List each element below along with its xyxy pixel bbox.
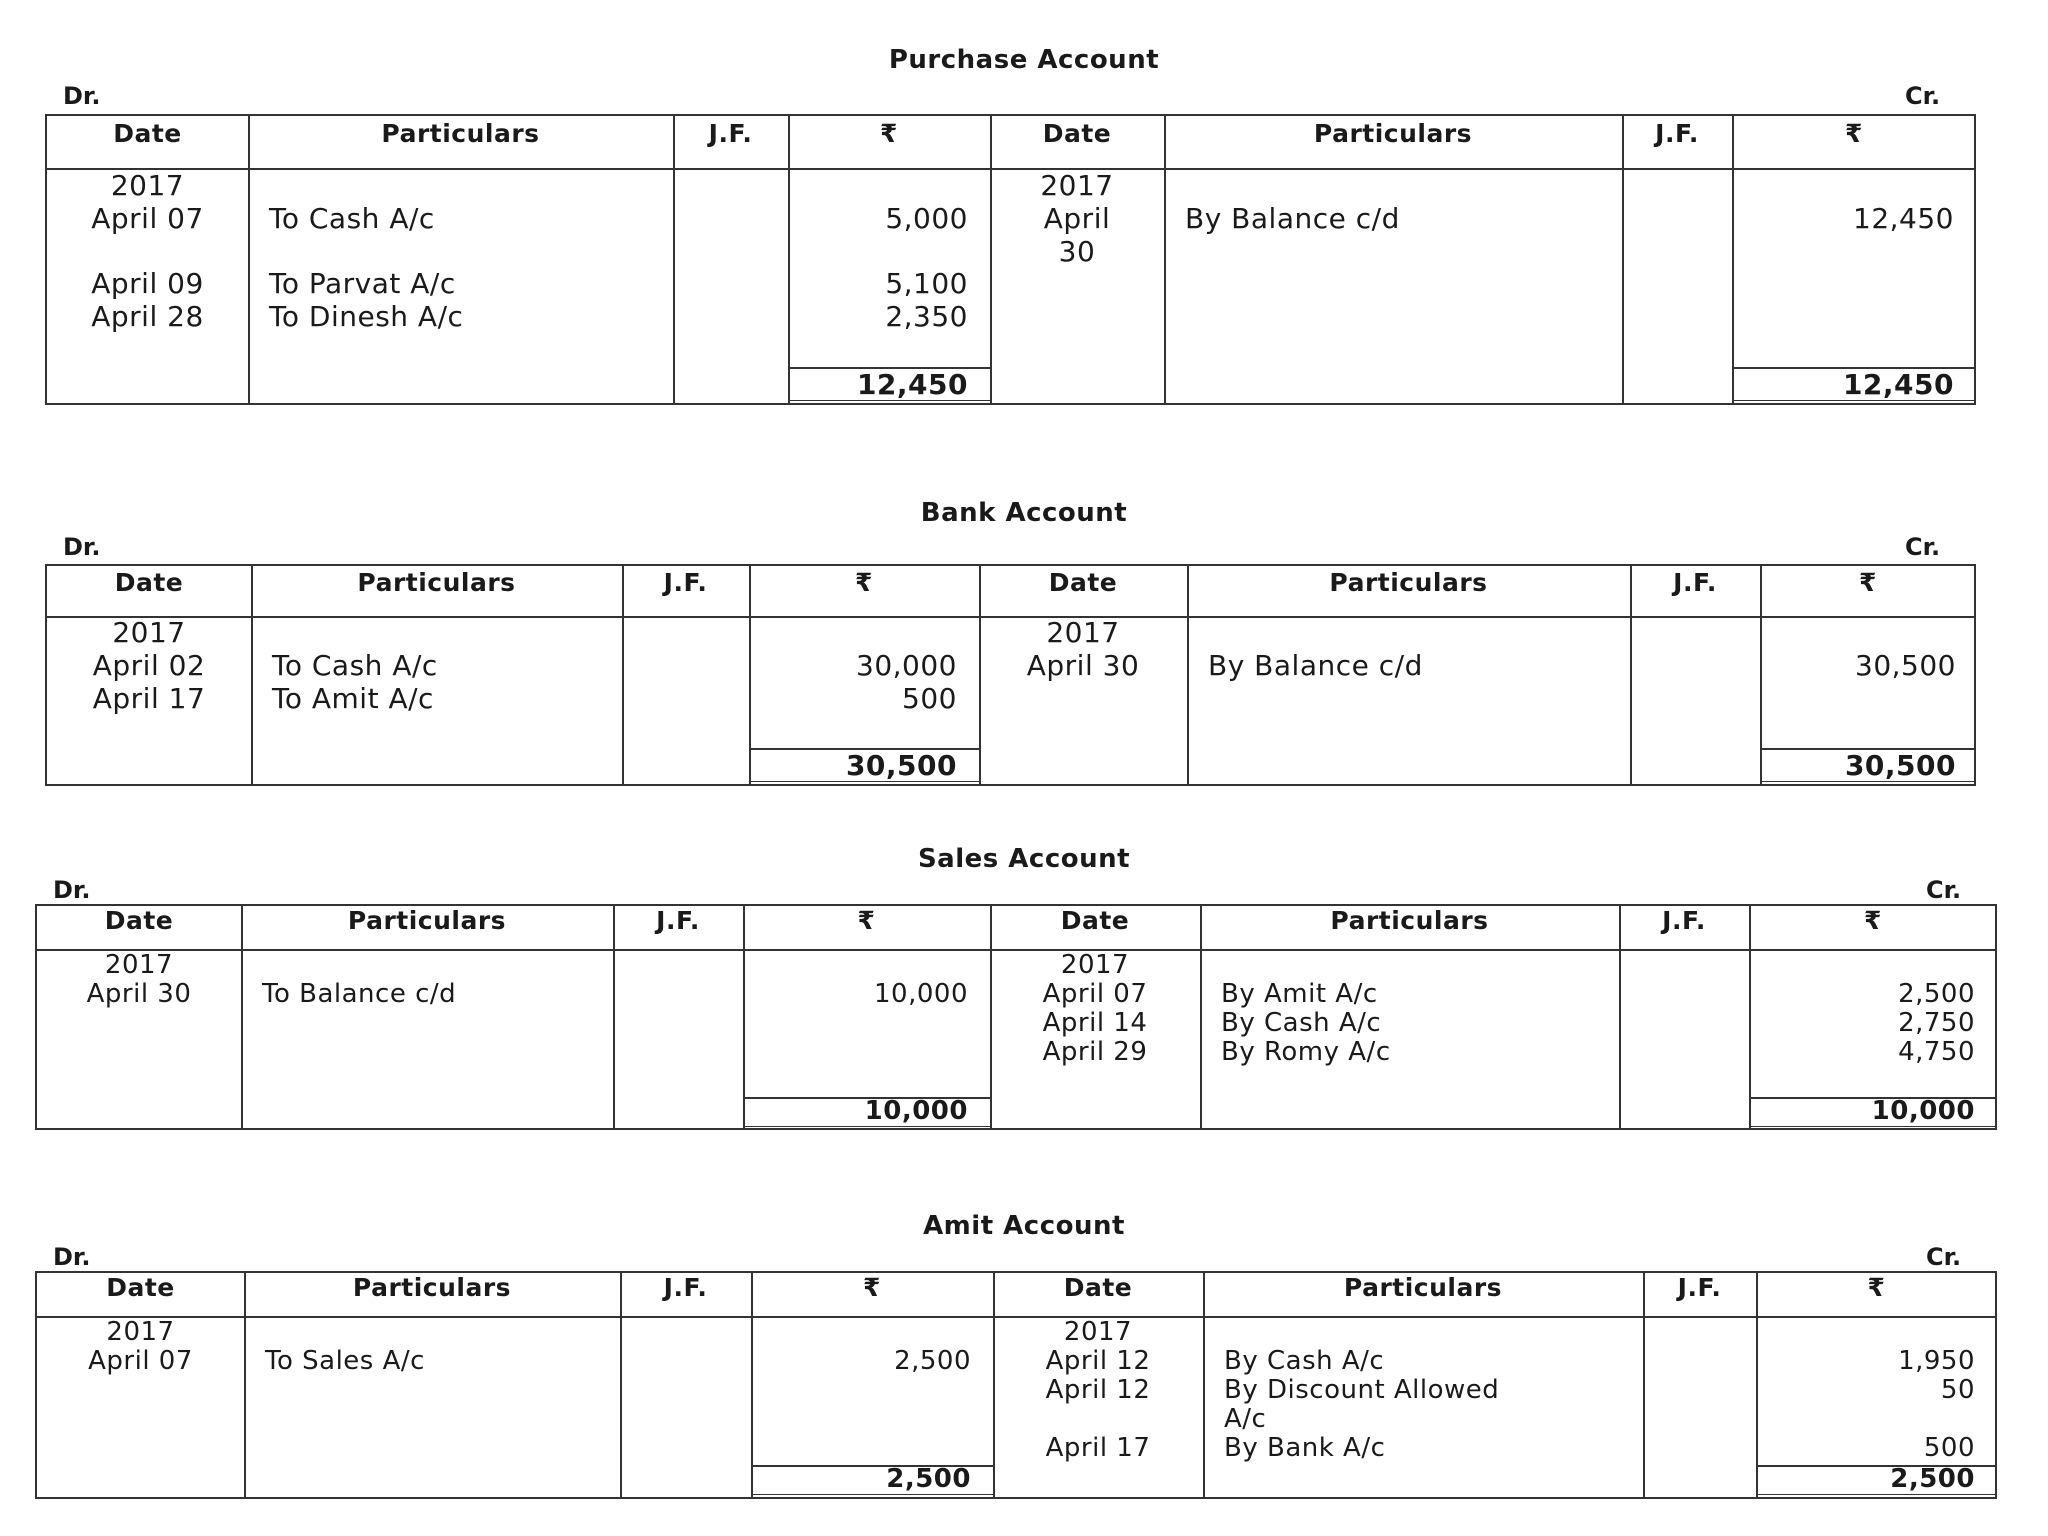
cr-amount: 2,750 bbox=[1898, 1008, 1975, 1038]
cr-year: 2017 bbox=[1063, 1317, 1133, 1347]
purchase-dr-label: Dr. bbox=[63, 82, 101, 110]
cr-total: 12,450 bbox=[1842, 368, 1954, 401]
dr-date: April 07 bbox=[91, 202, 204, 235]
cr-amount: 30,500 bbox=[1855, 649, 1956, 682]
cr-date: April 14 bbox=[1042, 1008, 1148, 1038]
amit-ledger-table bbox=[35, 1271, 1997, 1499]
dr-amount: 30,000 bbox=[856, 649, 957, 682]
dr-amount: 500 bbox=[902, 682, 957, 715]
cr-date-header: Date bbox=[1042, 119, 1112, 148]
cr-jf-header: J.F. bbox=[1677, 1273, 1722, 1302]
dr-amount-header: ₹ bbox=[863, 1273, 881, 1302]
cr-date-header: Date bbox=[1060, 906, 1130, 935]
cr-year: 2017 bbox=[1060, 950, 1130, 980]
dr-amount: 5,100 bbox=[885, 267, 968, 300]
cr-particulars-header: Particulars bbox=[1343, 1273, 1503, 1302]
cr-date-header: Date bbox=[1063, 1273, 1133, 1302]
dr-date: April 17 bbox=[92, 682, 206, 715]
cr-amount-header: ₹ bbox=[1864, 906, 1882, 935]
cr-date: 30 bbox=[1058, 235, 1096, 268]
dr-amount: 5,000 bbox=[885, 202, 968, 235]
sales-cr-label: Cr. bbox=[1926, 876, 1962, 904]
bank-cr-label: Cr. bbox=[1905, 533, 1941, 561]
cr-date: April 07 bbox=[1042, 979, 1148, 1009]
cr-particulars: By Cash A/c bbox=[1224, 1346, 1385, 1376]
dr-date-header: Date bbox=[106, 1273, 175, 1302]
purchase-cr-label: Cr. bbox=[1905, 82, 1941, 110]
dr-particulars-header: Particulars bbox=[381, 119, 540, 148]
dr-jf-header: J.F. bbox=[708, 119, 753, 148]
cr-total: 10,000 bbox=[1871, 1096, 1975, 1126]
cr-date-header: Date bbox=[1048, 568, 1118, 597]
dr-date: April 02 bbox=[92, 649, 206, 682]
dr-amount: 2,500 bbox=[894, 1346, 971, 1376]
sales-dr-label: Dr. bbox=[53, 876, 91, 904]
dr-particulars: To Amit A/c bbox=[272, 682, 434, 715]
dr-date: April 09 bbox=[91, 267, 204, 300]
cr-year: 2017 bbox=[1046, 616, 1120, 649]
dr-particulars: To Dinesh A/c bbox=[269, 300, 464, 333]
cr-date: April 17 bbox=[1045, 1433, 1151, 1463]
dr-total: 2,500 bbox=[886, 1464, 971, 1494]
amit-dr-label: Dr. bbox=[53, 1243, 91, 1271]
dr-total: 10,000 bbox=[864, 1096, 968, 1126]
dr-jf-header: J.F. bbox=[656, 906, 700, 935]
cr-year: 2017 bbox=[1040, 169, 1114, 202]
cr-particulars-header: Particulars bbox=[1330, 906, 1489, 935]
dr-date: April 30 bbox=[86, 979, 192, 1009]
dr-year: 2017 bbox=[110, 169, 185, 202]
dr-amount-header: ₹ bbox=[880, 119, 898, 148]
dr-date-header: Date bbox=[113, 119, 182, 148]
cr-amount: 4,750 bbox=[1898, 1037, 1975, 1067]
dr-particulars-header: Particulars bbox=[357, 568, 516, 597]
dr-date-header: Date bbox=[114, 568, 184, 597]
cr-total: 2,500 bbox=[1890, 1464, 1975, 1494]
dr-date: April 28 bbox=[91, 300, 204, 333]
cr-amount-header: ₹ bbox=[1845, 119, 1863, 148]
dr-particulars: To Parvat A/c bbox=[269, 267, 456, 300]
cr-amount: 500 bbox=[1923, 1433, 1975, 1463]
cr-jf-header: J.F. bbox=[1662, 906, 1706, 935]
dr-total: 30,500 bbox=[845, 749, 957, 782]
cr-particulars-header: Particulars bbox=[1313, 119, 1473, 148]
dr-jf-header: J.F. bbox=[663, 568, 708, 597]
amit-cr-label: Cr. bbox=[1926, 1243, 1962, 1271]
dr-particulars: To Sales A/c bbox=[265, 1346, 425, 1376]
cr-total: 30,500 bbox=[1844, 749, 1956, 782]
bank-dr-label: Dr. bbox=[63, 533, 101, 561]
dr-particulars: To Balance c/d bbox=[262, 979, 457, 1009]
dr-date-header: Date bbox=[104, 906, 174, 935]
dr-jf-header: J.F. bbox=[663, 1273, 708, 1302]
dr-amount-header: ₹ bbox=[857, 906, 876, 935]
cr-amount: 12,450 bbox=[1853, 202, 1954, 235]
cr-amount-header: ₹ bbox=[1867, 1273, 1886, 1302]
sales-account-title: Sales Account bbox=[917, 844, 1131, 874]
cr-date: April 12 bbox=[1045, 1375, 1151, 1405]
dr-particulars-header: Particulars bbox=[352, 1273, 512, 1302]
cr-date: April bbox=[1043, 202, 1111, 235]
dr-amount: 10,000 bbox=[874, 979, 968, 1009]
dr-particulars: To Cash A/c bbox=[269, 202, 435, 235]
cr-amount: 2,500 bbox=[1898, 979, 1975, 1009]
dr-year: 2017 bbox=[106, 1317, 175, 1347]
dr-particulars: To Cash A/c bbox=[272, 649, 438, 682]
cr-jf-header: J.F. bbox=[1673, 568, 1717, 597]
cr-particulars: By Romy A/c bbox=[1221, 1037, 1391, 1067]
cr-particulars: By Amit A/c bbox=[1221, 979, 1378, 1009]
dr-particulars-header: Particulars bbox=[347, 906, 507, 935]
cr-date: April 29 bbox=[1042, 1037, 1148, 1067]
dr-date: April 07 bbox=[88, 1346, 193, 1376]
cr-particulars-cont: A/c bbox=[1224, 1404, 1267, 1434]
cr-particulars: By Balance c/d bbox=[1185, 202, 1400, 235]
cr-amount-header: ₹ bbox=[1859, 568, 1877, 597]
amit-account-title: Amit Account bbox=[923, 1211, 1125, 1241]
dr-year: 2017 bbox=[104, 950, 174, 980]
cr-date: April 30 bbox=[1026, 649, 1140, 682]
cr-particulars: By Balance c/d bbox=[1208, 649, 1423, 682]
dr-amount: 2,350 bbox=[885, 300, 968, 333]
purchase-account-title: Purchase Account bbox=[888, 45, 1160, 75]
cr-particulars-header: Particulars bbox=[1329, 568, 1488, 597]
dr-total: 12,450 bbox=[856, 368, 968, 401]
dr-year: 2017 bbox=[112, 616, 186, 649]
cr-amount: 50 bbox=[1940, 1375, 1975, 1405]
cr-particulars: By Cash A/c bbox=[1221, 1008, 1382, 1038]
dr-amount-header: ₹ bbox=[855, 568, 873, 597]
cr-particulars: By Discount Allowed bbox=[1224, 1375, 1500, 1405]
cr-amount: 1,950 bbox=[1898, 1346, 1975, 1376]
cr-jf-header: J.F. bbox=[1655, 119, 1699, 148]
bank-account-title: Bank Account bbox=[920, 498, 1128, 528]
cr-date: April 12 bbox=[1045, 1346, 1151, 1376]
cr-particulars: By Bank A/c bbox=[1224, 1433, 1386, 1463]
